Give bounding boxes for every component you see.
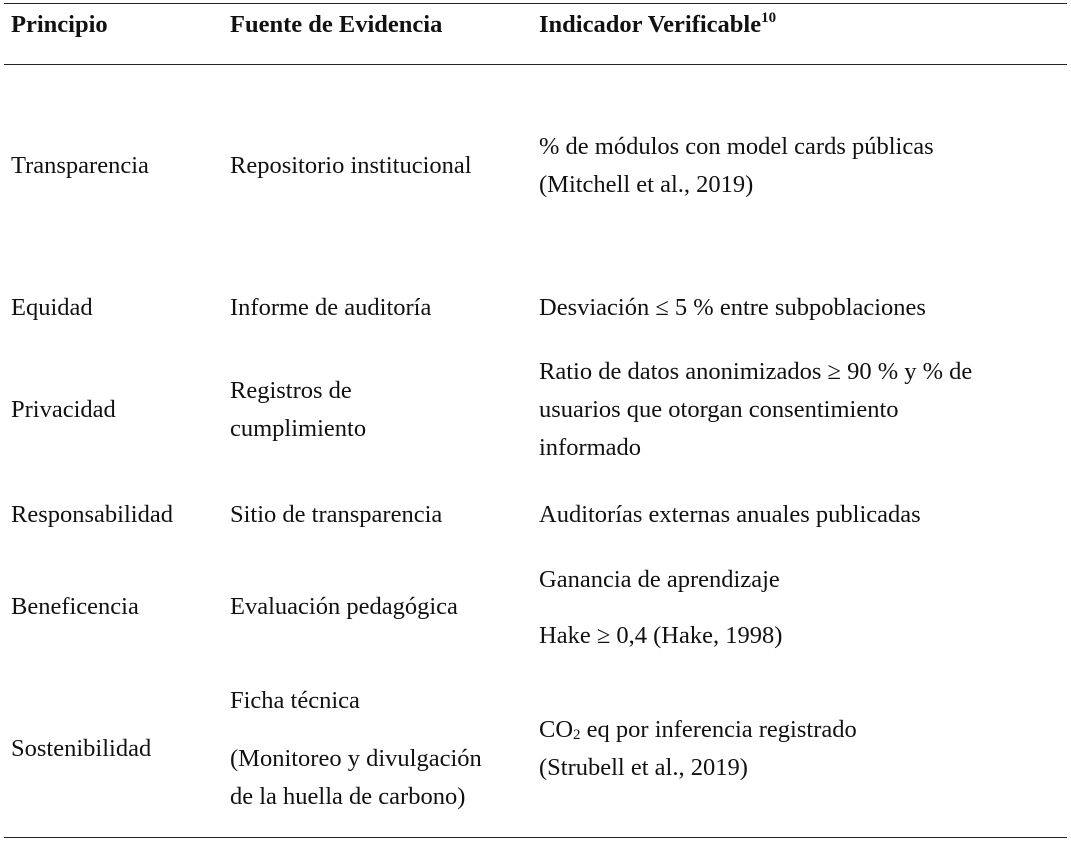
row-transparencia-indicador (539, 128, 934, 204)
row-beneficencia-indicador-line1: Ganancia de aprendizaje (539, 566, 780, 593)
row-responsabilidad-indicador: Auditorías externas anuales publicadas (539, 501, 921, 528)
fuente-line: cumplimiento (230, 415, 367, 442)
indicador-line: (Mitchell et al., 2019) (539, 171, 754, 198)
row-equidad-principio: Equidad (11, 294, 93, 321)
indicador-line: informado (539, 434, 642, 461)
indicador-line (539, 711, 857, 749)
row-sostenibilidad-indicador (539, 711, 857, 787)
header-indicador-verificable (539, 6, 776, 44)
co2-prefix: CO (539, 716, 574, 743)
row-equidad-fuente: Informe de auditoría (230, 294, 432, 321)
row-sostenibilidad-fuente-line1: Ficha técnica (230, 687, 360, 714)
row-privacidad-indicador (539, 353, 972, 467)
indicador-line: usuarios que otorgan consentimiento (539, 396, 899, 423)
header-fuente-de-evidencia: Fuente de Evidencia (230, 11, 443, 38)
row-beneficencia-fuente: Evaluación pedagógica (230, 593, 458, 620)
indicador-line: Ratio de datos anonimizados ≥ 90 % y % de (539, 358, 973, 385)
row-beneficencia-indicador-line2: Hake ≥ 0,4 (Hake, 1998) (539, 622, 783, 649)
row-equidad-indicador: Desviación ≤ 5 % entre subpoblaciones (539, 294, 926, 321)
row-responsabilidad-fuente: Sitio de transparencia (230, 501, 443, 528)
row-transparencia-fuente: Repositorio institucional (230, 152, 472, 179)
header-principio: Principio (11, 11, 108, 38)
row-sostenibilidad-principio: Sostenibilidad (11, 735, 152, 762)
row-transparencia-principio: Transparencia (11, 152, 149, 179)
table-header-rule (4, 64, 1067, 65)
fuente-line: de la huella de carbono) (230, 783, 466, 810)
row-sostenibilidad-fuente-rest (230, 740, 482, 816)
row-privacidad-fuente (230, 372, 366, 448)
header-indicador-label: Indicador Verificable (539, 11, 762, 38)
fuente-line: (Monitoreo y divulgación (230, 745, 482, 772)
indicador-line: (Strubell et al., 2019) (539, 754, 748, 781)
co2-rest: eq por inferencia registrado (580, 716, 857, 743)
co2-subscript: 2 (573, 727, 581, 743)
row-responsabilidad-principio: Responsabilidad (11, 501, 173, 528)
table-bottom-rule (4, 837, 1067, 838)
table-top-rule (4, 3, 1067, 4)
indicador-line: % de módulos con model cards públicas (539, 133, 934, 160)
fuente-line: Registros de (230, 377, 352, 404)
row-privacidad-principio: Privacidad (11, 396, 116, 423)
row-beneficencia-principio: Beneficencia (11, 593, 139, 620)
footnote-marker: 10 (761, 10, 777, 26)
